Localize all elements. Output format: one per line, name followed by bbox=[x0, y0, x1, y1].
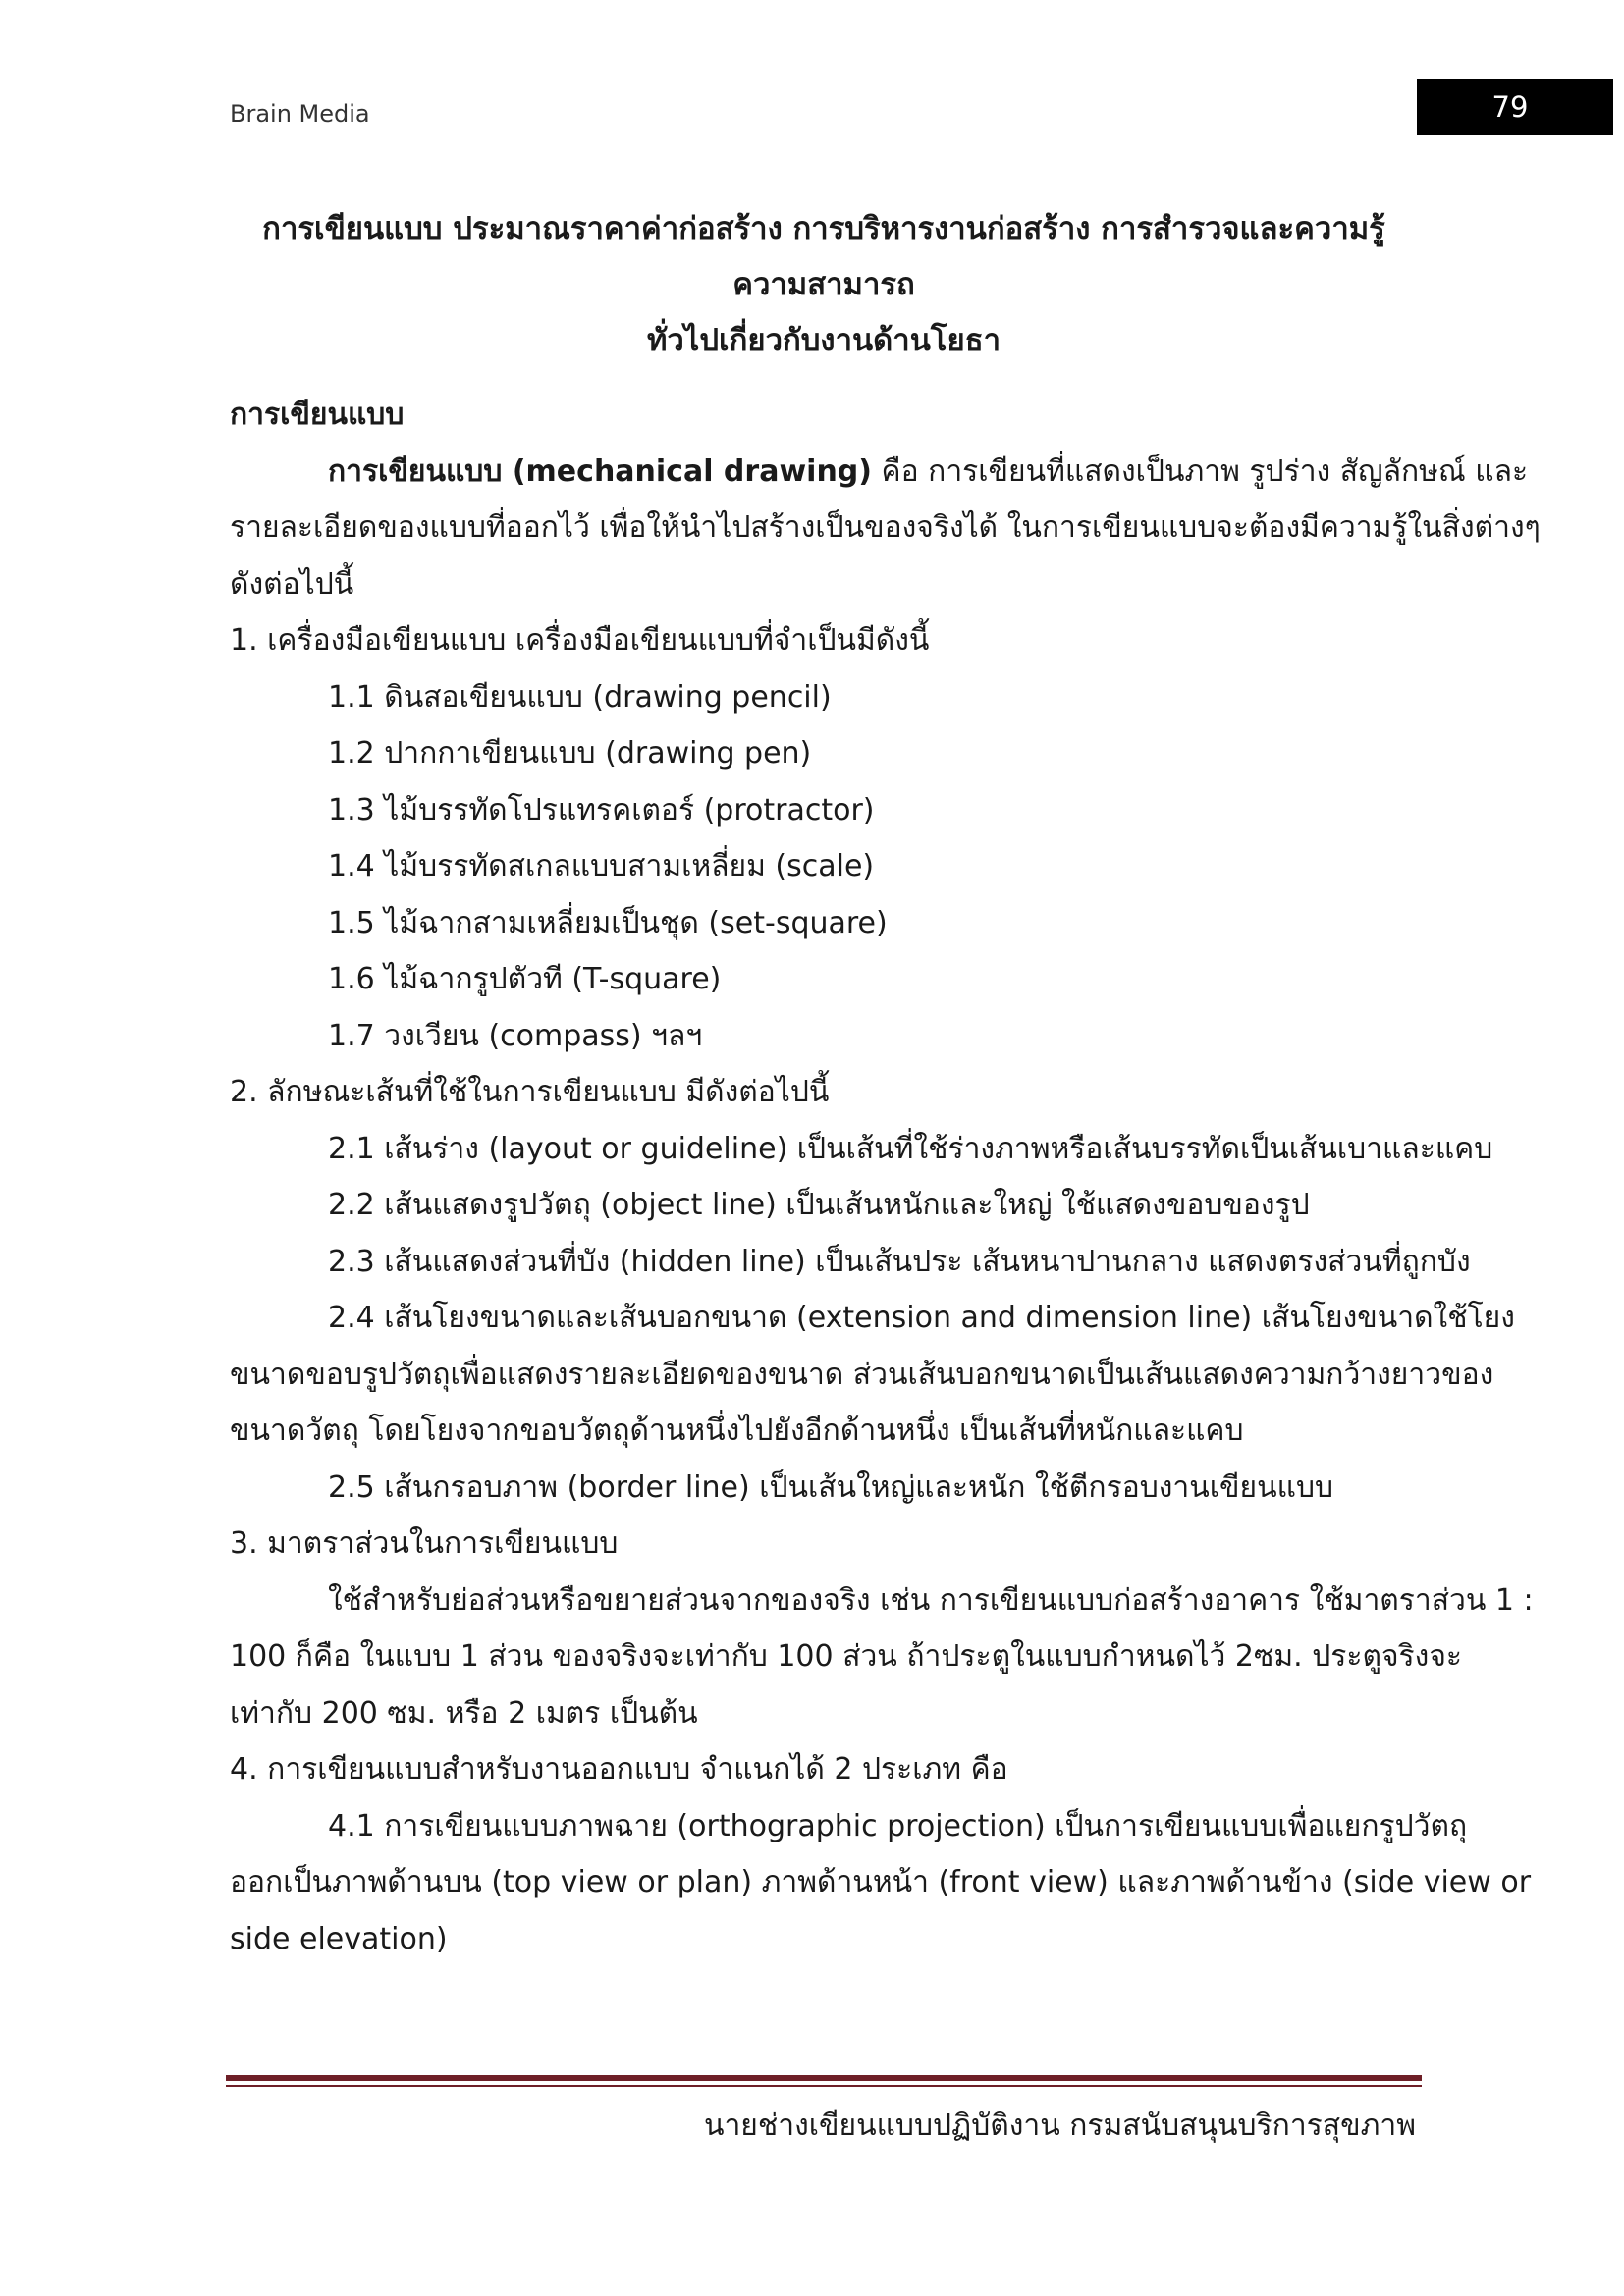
page-number-box bbox=[1417, 79, 1613, 135]
tools-item: 1.5 ไม้ฉากสามเหลี่ยมเป็นชุด (set-square) bbox=[328, 905, 888, 940]
lines-item-4-line-2: ขนาดขอบรูปวัตถุเพื่อแสดงรายละเอียดของขนาด ส่วนเส้นบอกขนาดเป็นเส้นแสดงความกว้างยาวของ bbox=[230, 1357, 1494, 1392]
intro-line-1 bbox=[230, 444, 1529, 501]
intro-line-1-rest: คือ การเขียนที่แสดงเป็นภาพ รูปร่าง สัญลักษณ์ และ bbox=[872, 454, 1529, 489]
design-item-1-line-1: 4.1 การเขียนแบบภาพฉาย (orthographic projection) เป็นการเขียนแบบเพื่อแยกรูปวัตถุ bbox=[328, 1808, 1468, 1843]
scale-line-1: ใช้สำหรับย่อส่วนหรือขยายส่วนจากของจริง เช่น การเขียนแบบก่อสร้างอาคาร ใช้มาตราส่วน 1 : bbox=[328, 1582, 1534, 1618]
lines-item-3: 2.3 เส้นแสดงส่วนที่บัง (hidden line) เป็นเส้นประ เส้นหนาปานกลาง แสดงตรงส่วนที่ถูกบัง bbox=[328, 1244, 1471, 1279]
scale-heading: 3. มาตราส่วนในการเขียนแบบ bbox=[230, 1526, 619, 1561]
section-heading: การเขียนแบบ bbox=[230, 398, 405, 432]
lines-item-4-line-3: ขนาดวัตถุ โดยโยงจากขอบวัตถุด้านหนึ่งไปยังอีกด้านหนึ่ง เป็นเส้นที่หนักและแคบ bbox=[230, 1414, 1244, 1448]
tools-item: 1.1 ดินสอเขียนแบบ (drawing pencil) bbox=[328, 679, 832, 715]
intro-term: การเขียนแบบ (mechanical drawing) bbox=[328, 454, 872, 489]
footer-rule-thin bbox=[226, 2085, 1422, 2087]
footer-rule-thick bbox=[226, 2075, 1422, 2081]
tools-item: 1.6 ไม้ฉากรูปตัวที (T-square) bbox=[328, 962, 722, 996]
intro-line-3: ดังต่อไปนี้ bbox=[230, 566, 354, 602]
lines-item-1: 2.1 เส้นร่าง (layout or guideline) เป็นเส้นที่ใช้ร่างภาพหรือเส้นบรรทัดเป็นเส้นเบาและแคบ bbox=[328, 1131, 1493, 1166]
design-item-1-line-2: ออกเป็นภาพด้านบน (top view or plan) ภาพด้านหน้า (front view) และภาพด้านข้าง (side view or bbox=[230, 1865, 1532, 1899]
intro-line-2: รายละเอียดของแบบที่ออกไว้ เพื่อให้นำไปสร้างเป็นของจริงได้ ในการเขียนแบบจะต้องมีความรู้ในสิ่งต่างๆ bbox=[230, 510, 1541, 545]
tools-item: 1.7 วงเวียน (compass) ฯลฯ bbox=[328, 1018, 703, 1053]
design-heading: 4. การเขียนแบบสำหรับงานออกแบบ จำแนกได้ 2 ประเภท คือ bbox=[230, 1752, 1008, 1787]
lines-item-2: 2.2 เส้นแสดงรูปวัตถุ (object line) เป็นเส้นหนักและใหญ่ ใช้แสดงขอบของรูป bbox=[328, 1188, 1310, 1222]
lines-item-5: 2.5 เส้นกรอบภาพ (border line) เป็นเส้นใหญ่และหนัก ใช้ตีกรอบงานเขียนแบบ bbox=[328, 1469, 1334, 1505]
scale-line-2: 100 ก็คือ ในแบบ 1 ส่วน ของจริงจะเท่ากับ 100 ส่วน ถ้าประตูในแบบกำหนดไว้ 2ซม. ประตูจริงจะ bbox=[230, 1639, 1463, 1674]
footer-text: นายช่างเขียนแบบปฏิบัติงาน กรมสนับสนุนบริการสุขภาพ bbox=[703, 2109, 1416, 2143]
tools-heading: 1. เครื่องมือเขียนแบบ เครื่องมือเขียนแบบที่จำเป็นมีดังนี้ bbox=[230, 623, 930, 658]
lines-heading: 2. ลักษณะเส้นที่ใช้ในการเขียนแบบ มีดังต่อไปนี้ bbox=[230, 1075, 830, 1109]
scale-line-3: เท่ากับ 200 ซม. หรือ 2 เมตร เป็นต้น bbox=[230, 1695, 698, 1731]
document-body bbox=[230, 387, 1541, 1967]
tools-item: 1.2 ปากกาเขียนแบบ (drawing pen) bbox=[328, 736, 812, 771]
tools-item: 1.4 ไม้บรรทัดสเกลแบบสามเหลี่ยม (scale) bbox=[328, 849, 875, 883]
page-title-line-2: ทั่วไปเกี่ยวกับงานด้านโยธา bbox=[646, 323, 1001, 358]
design-item-1-line-3: side elevation) bbox=[230, 1921, 448, 1956]
lines-item-4-line-1: 2.4 เส้นโยงขนาดและเส้นบอกขนาด (extension and dimension line) เส้นโยงขนาดใช้โยง bbox=[328, 1301, 1515, 1335]
page-title-line-1: การเขียนแบบ ประมาณราคาค่าก่อสร้าง การบริหารงานก่อสร้าง การสำรวจและความรู้ความสามารถ bbox=[262, 211, 1385, 302]
header-brand: Brain Media bbox=[230, 100, 370, 128]
page-title bbox=[230, 201, 1418, 369]
tools-item: 1.3 ไม้บรรทัดโปรแทรคเตอร์ (protractor) bbox=[328, 792, 875, 828]
page-number: 79 bbox=[1491, 90, 1529, 124]
